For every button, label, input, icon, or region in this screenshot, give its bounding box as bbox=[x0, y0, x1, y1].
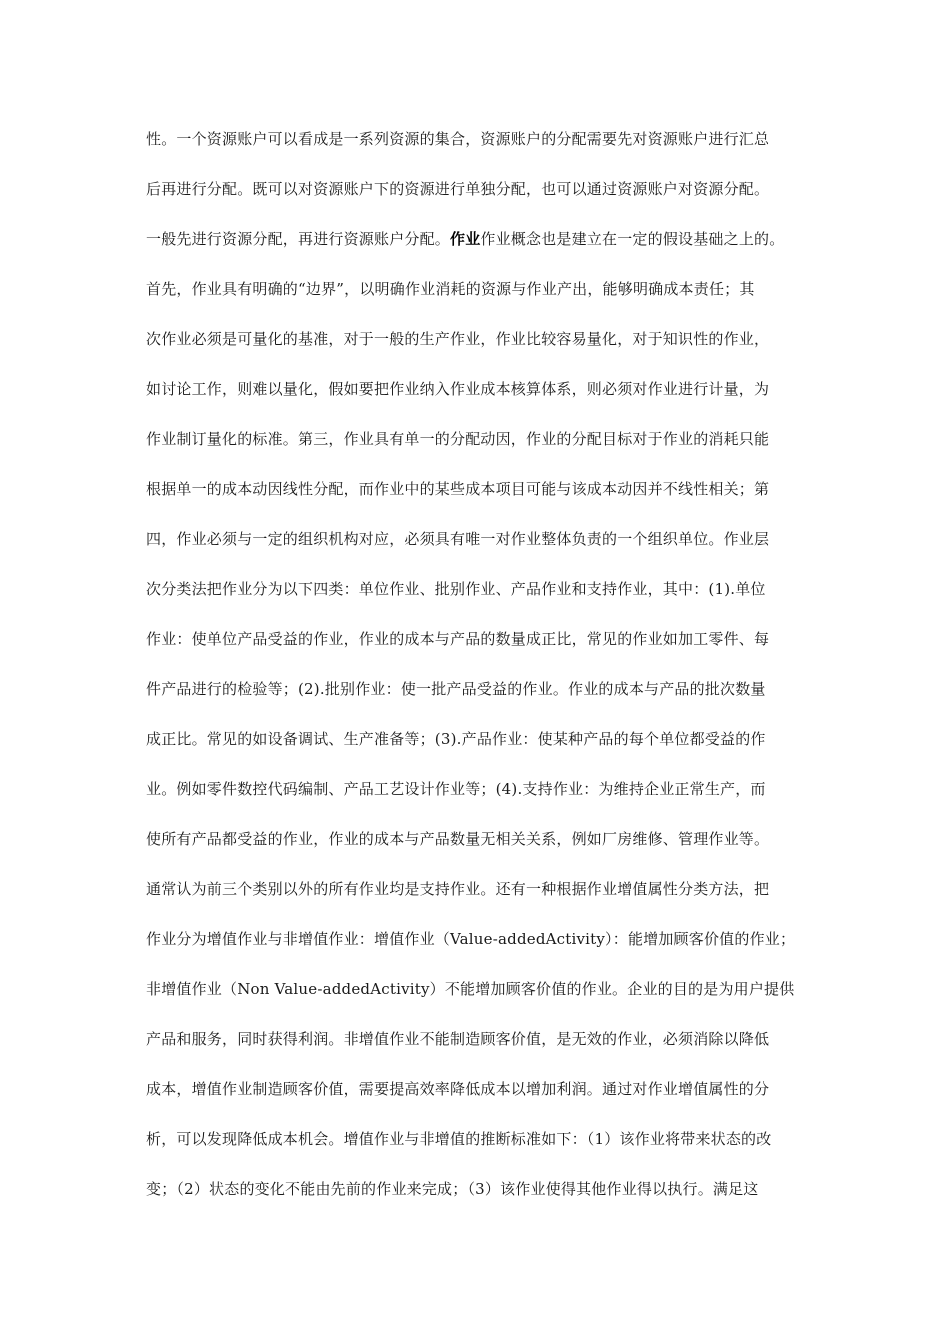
text-segment: 成本，增值作业制造顾客价值，需要提高效率降低成本以增加利润。通过对作业增值属性的分 bbox=[146, 1080, 770, 1098]
text-segment: 业。例如零件数控代码编制、产品工艺设计作业等；(4).支持作业：为维持企业正常生产，而 bbox=[146, 780, 766, 798]
text-segment: 通常认为前三个类别以外的所有作业均是支持作业。还有一种根据作业增值属性分类方法，把 bbox=[146, 880, 770, 898]
text-segment: 次分类法把作业分为以下四类：单位作业、批别作业、产品作业和支持作业，其中：(1).单位 bbox=[146, 580, 766, 598]
text-segment: 作业概念也是建立在一定的假设基础之上的。 bbox=[480, 230, 785, 248]
text-line bbox=[146, 314, 810, 364]
text-segment: 一般先进行资源分配，再进行资源账户分配。 bbox=[146, 230, 451, 248]
text-line bbox=[146, 464, 810, 514]
text-segment: 非增值作业（Non Value-addedActivity）不能增加顾客价值的作业。企业的目的是为用户提供 bbox=[146, 980, 795, 998]
text-segment: 作业制订量化的标准。第三，作业具有单一的分配动因，作业的分配目标对于作业的消耗只能 bbox=[146, 430, 770, 448]
text-segment: 首先，作业具有明确的“边界”，以明确作业消耗的资源与作业产出，能够明确成本责任；其 bbox=[146, 280, 755, 298]
text-line bbox=[146, 114, 810, 164]
text-line bbox=[146, 364, 810, 414]
body-paragraph bbox=[146, 114, 810, 1214]
text-line bbox=[146, 864, 810, 914]
text-segment: 变；（2）状态的变化不能由先前的作业来完成；（3）该作业使得其他作业得以执行。满足这 bbox=[146, 1180, 759, 1198]
text-segment: 性。一个资源账户可以看成是一系列资源的集合，资源账户的分配需要先对资源账户进行汇总 bbox=[146, 130, 770, 148]
text-line bbox=[146, 914, 810, 964]
text-line bbox=[146, 964, 810, 1014]
text-segment: 作业分为增值作业与非增值作业：增值作业（Value-addedActivity）：能增加顾客价值的作业； bbox=[146, 930, 796, 948]
text-segment: 产品和服务，同时获得利润。非增值作业不能制造顾客价值，是无效的作业，必须消除以降低 bbox=[146, 1030, 770, 1048]
text-line bbox=[146, 1114, 810, 1164]
text-segment: 作业：使单位产品受益的作业，作业的成本与产品的数量成正比，常见的作业如加工零件、每 bbox=[146, 630, 770, 648]
text-line bbox=[146, 714, 810, 764]
text-line bbox=[146, 264, 810, 314]
text-segment: 析，可以发现降低成本机会。增值作业与非增值的推断标准如下：（1）该作业将带来状态的改 bbox=[146, 1130, 772, 1148]
text-line bbox=[146, 764, 810, 814]
text-segment: 后再进行分配。既可以对资源账户下的资源进行单独分配，也可以通过资源账户对资源分配。 bbox=[146, 180, 770, 198]
text-line bbox=[146, 514, 810, 564]
text-line bbox=[146, 1064, 810, 1114]
text-line bbox=[146, 564, 810, 614]
text-segment: 次作业必须是可量化的基准，对于一般的生产作业，作业比较容易量化，对于知识性的作业， bbox=[146, 330, 770, 348]
text-line bbox=[146, 1164, 810, 1214]
text-line bbox=[146, 164, 810, 214]
text-line bbox=[146, 814, 810, 864]
bold-term: 作业 bbox=[450, 230, 481, 248]
text-segment: 件产品进行的检验等；(2).批别作业：使一批产品受益的作业。作业的成本与产品的批次数量 bbox=[146, 680, 766, 698]
text-line bbox=[146, 214, 810, 264]
text-line bbox=[146, 614, 810, 664]
text-segment: 如讨论工作，则难以量化，假如要把作业纳入作业成本核算体系，则必须对作业进行计量，为 bbox=[146, 380, 770, 398]
text-segment: 根据单一的成本动因线性分配，而作业中的某些成本项目可能与该成本动因并不线性相关；第 bbox=[146, 480, 770, 498]
text-segment: 四，作业必须与一定的组织机构对应，必须具有唯一对作业整体负责的一个组织单位。作业层 bbox=[146, 530, 770, 548]
text-segment: 成正比。常见的如设备调试、生产准备等；(3).产品作业：使某种产品的每个单位都受益的作 bbox=[146, 730, 766, 748]
text-line bbox=[146, 664, 810, 714]
text-line bbox=[146, 414, 810, 464]
text-line bbox=[146, 1014, 810, 1064]
text-segment: 使所有产品都受益的作业，作业的成本与产品数量无相关关系，例如厂房维修、管理作业等。 bbox=[146, 830, 770, 848]
